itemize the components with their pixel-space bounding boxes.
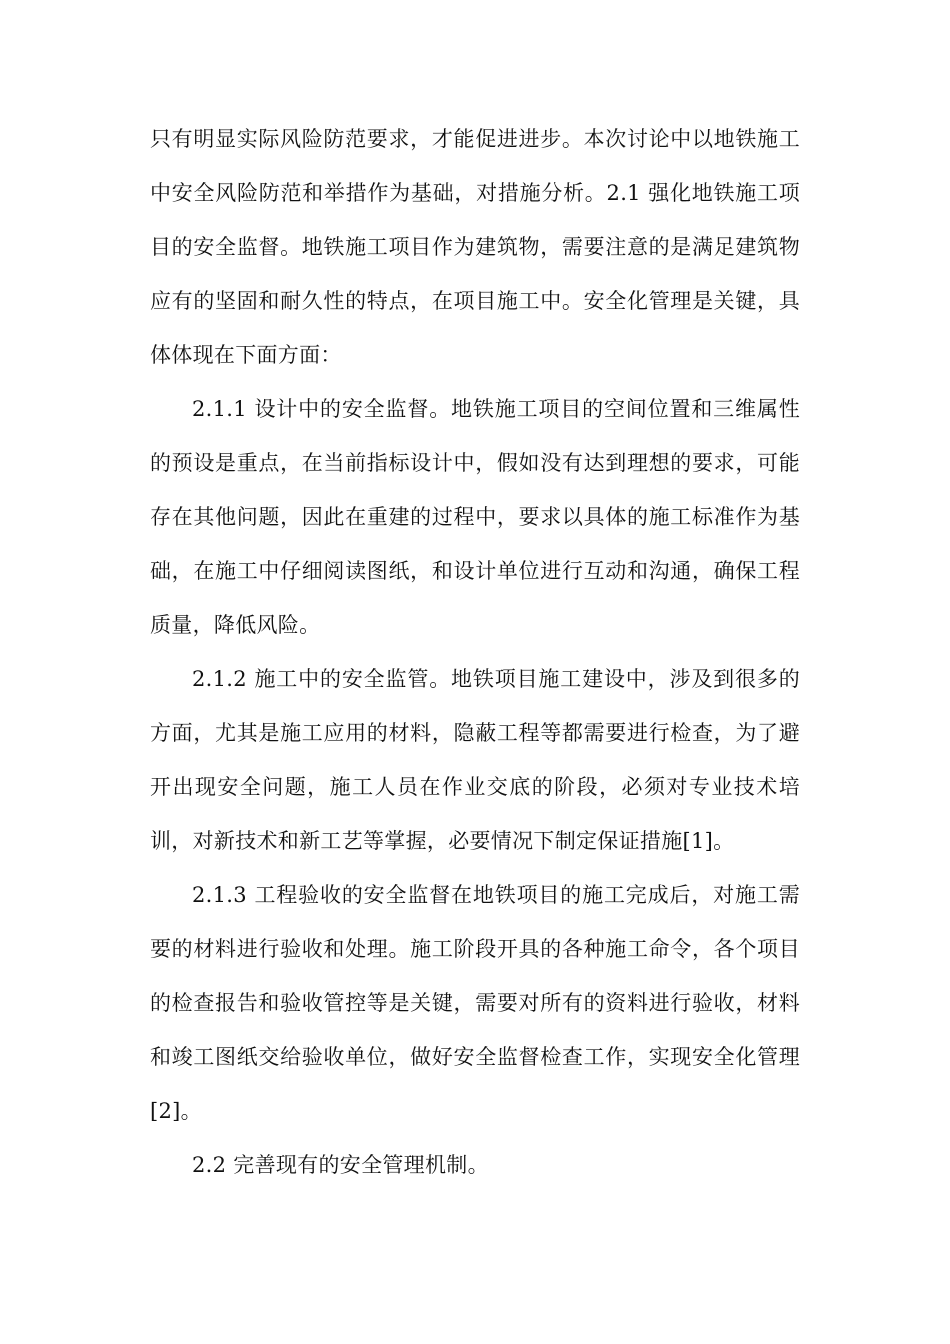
paragraph-2-2-heading: 2.2 完善现有的安全管理机制。	[192, 1153, 489, 1177]
paragraph-2-1-3: 2.1.3 工程验收的安全监督在地铁项目的施工完成后，对施工需要的材料进行验收和处理。施工阶段开具的各种施工命令，各个项目的检查报告和验收管控等是关键，需要对所有的资料进行验收，材料和竣工图纸交给验收单位，做好安全监督检查工作，实现安全化管理[2]。	[150, 883, 800, 1123]
paragraph-continuation: 只有明显实际风险防范要求，才能促进进步。本次讨论中以地铁施工中安全风险防范和举措作为基础，对措施分析。2.1 强化地铁施工项目的安全监督。地铁施工项目作为建筑物，需要注意的是满足建筑物应有的坚固和耐久性的特点，在项目施工中。安全化管理是关键，具体体现在下面方面：	[150, 127, 800, 367]
document-body	[150, 112, 800, 1192]
paragraph-2-1-1: 2.1.1 设计中的安全监督。地铁施工项目的空间位置和三维属性的预设是重点，在当前指标设计中，假如没有达到理想的要求，可能存在其他问题，因此在重建的过程中，要求以具体的施工标准作为基础，在施工中仔细阅读图纸，和设计单位进行互动和沟通，确保工程质量，降低风险。	[150, 397, 800, 637]
paragraph-2-1-2: 2.1.2 施工中的安全监管。地铁项目施工建设中，涉及到很多的方面，尤其是施工应用的材料，隐蔽工程等都需要进行检查，为了避开出现安全问题，施工人员在作业交底的阶段，必须对专业技术培训，对新技术和新工艺等掌握，必要情况下制定保证措施[1]。	[150, 667, 800, 853]
